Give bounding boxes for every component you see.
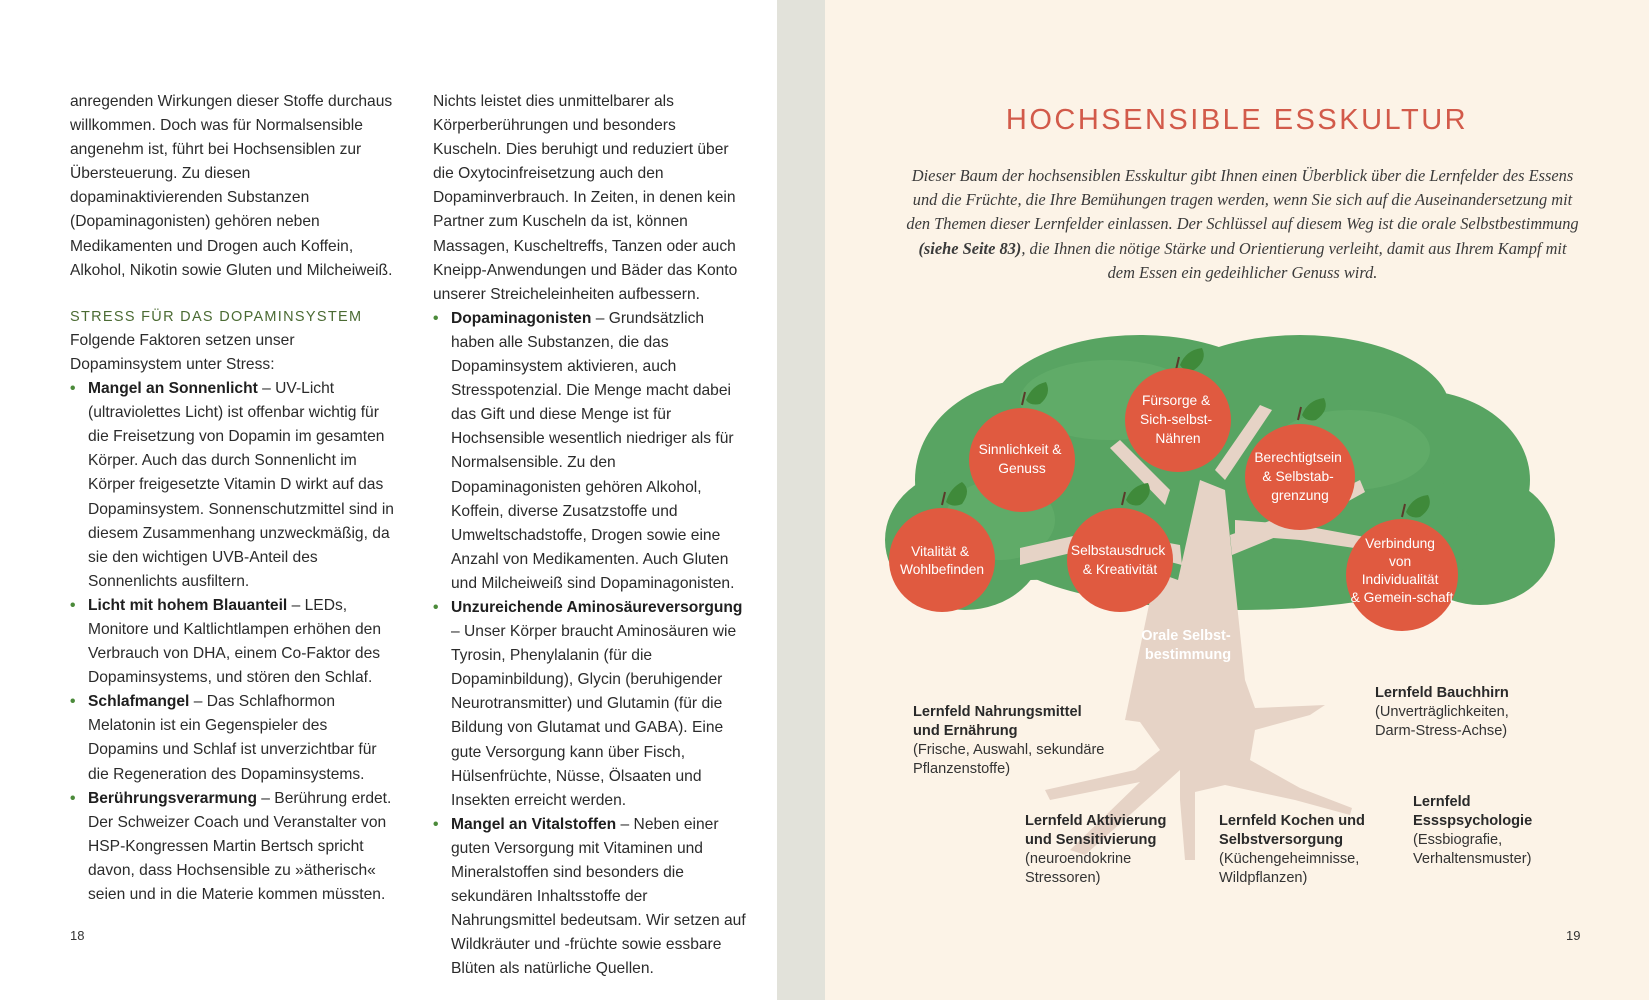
apple-label: Vitalität & Wohlbefinden bbox=[899, 544, 985, 577]
root-label-essspsychologie bbox=[1413, 793, 1548, 869]
apple-label: Verbindung von Individualität & Gemein-schaft bbox=[1350, 536, 1454, 605]
root-label-nahrungsmittel bbox=[913, 703, 1113, 779]
item-term: Mangel an Sonnenlicht bbox=[88, 380, 258, 398]
list-item bbox=[433, 813, 748, 982]
root-title: Essspsychologie bbox=[1413, 813, 1533, 829]
root-title: Lernfeld bbox=[1413, 794, 1471, 810]
list-item bbox=[70, 787, 400, 907]
root-title: und Ernährung bbox=[913, 723, 1018, 739]
item-term: Berührungsverarmung bbox=[88, 789, 257, 807]
trunk-label: Orale Selbst- bestimmung bbox=[1141, 628, 1232, 663]
root-description: (Essbiografie, Verhaltensmuster) bbox=[1413, 832, 1532, 867]
item-text: – UV-Licht (ultraviolettes Licht) ist offenbar wichtig für die Freisetzung von Dopamin im gesamten Körper. Auch das durch Sonnenlicht im Körper freigesetzte Vitamin D wirkt auf das Dopaminsystem. Sonnenschutzmittel sind in diesem Zusammenhang unzweckmäßig, da sie den wichtigen UVB-Anteil des Sonnenlichts ausfiltern. bbox=[88, 380, 394, 590]
list-item bbox=[433, 307, 748, 596]
item-text: – LEDs, Monitore und Kaltlichtlampen erhöhen den Verbrauch von DHA, einem Co-Faktor des Dopaminsystems, und stören den Schlaf. bbox=[88, 596, 382, 687]
intro-paragraph bbox=[905, 164, 1580, 285]
intro-text-1: Dieser Baum der hochsensiblen Esskultur gibt Ihnen einen Überblick über die Lernfelder des Essens und die Früchte, die Ihre Bemühungen tragen werden, wenn Sie sich auf die Auseinandersetzung mit den Themen dieser Lernfelder einlassen. Der Schlüssel auf diesem Weg ist die orale Selbstbestimmung bbox=[906, 166, 1579, 234]
item-text: – Berührung erdet. Der Schweizer Coach und Veranstalter von HSP-Kongressen Martin Bertsch spricht davon, dass Hochsensible zu »ätherisch« seien und in die Materie kommen müssten. bbox=[88, 789, 392, 903]
list-item bbox=[433, 596, 748, 813]
root-title: Lernfeld Bauchhirn bbox=[1375, 685, 1509, 701]
root-title: Lernfeld Aktivierung bbox=[1025, 813, 1167, 829]
col2-intro: Nichts leistet dies unmittelbarer als Körperberührungen und besonders Kuscheln. Dies beruhigt und reduziert über die Oxytocinfreisetzung auch den Dopaminverbrauch. In Zeiten, in denen kein Partner zum Kuscheln da ist, können Massagen, Kuscheltreffs, Tanzen oder auch Kneipp-Anwendungen und Bäder das Konto unserer Streicheleinheiten aufbessern. bbox=[433, 93, 738, 303]
item-text: – Grundsätzlich haben alle Substanzen, die das Dopaminsystem aktivieren, auch Stresspotenzial. Die Menge macht dabei das Gift und diese Menge ist für Hochsensible wesentlich niedriger als für Normalsensible. Zu den Dopaminagonisten gehören Alkohol, Koffein, diverse Zusatzstoffe und Umweltschadstoffe, Drogen sowie eine Anzahl von Medikamenten. Auch Gluten und Milcheiweiß sind Dopaminagonisten. bbox=[451, 309, 735, 592]
page-number-right: 19 bbox=[1566, 928, 1581, 943]
page-number-left: 18 bbox=[70, 928, 85, 943]
intro-reference: (siehe Seite 83) bbox=[918, 238, 1022, 258]
book-gutter bbox=[777, 0, 825, 1000]
root-description: (Küchengeheimnisse, Wildpflanzen) bbox=[1219, 851, 1360, 886]
root-title: Lernfeld Kochen und bbox=[1219, 813, 1365, 829]
apple-label: Fürsorge & Sich-selbst- Nähren bbox=[1140, 393, 1213, 446]
root-label-bauchhirn bbox=[1375, 684, 1535, 741]
item-term: Mangel an Vitalstoffen bbox=[451, 815, 617, 833]
col1-intro: anregenden Wirkungen dieser Stoffe durchaus willkommen. Doch was für Normalsensible angenehm ist, führt bei Hochsensiblen zur Übersteuerung. Zu diesen dopaminaktivierenden Substanzen (Dopaminagonisten) gehören neben Medikamenten und Drogen auch Koffein, Alkohol, Nikotin sowie Gluten und Milcheiweiß. bbox=[70, 93, 393, 279]
root-title: und Sensitivierung bbox=[1025, 832, 1157, 848]
list-item bbox=[70, 377, 400, 594]
root-description: (neuroendokrine Stressoren) bbox=[1025, 851, 1132, 886]
item-term: Schlafmangel bbox=[88, 693, 190, 711]
root-description: (Frische, Auswahl, sekundäre Pflanzenstoffe) bbox=[913, 742, 1105, 777]
col1-lead: Folgende Faktoren setzen unser Dopaminsystem unter Stress: bbox=[70, 331, 295, 373]
apple-label: Selbstausdruck & Kreativität bbox=[1070, 543, 1166, 577]
item-text: – Neben einer guten Versorgung mit Vitaminen und Mineralstoffen sind besonders die sekundären Inhaltsstoffe der Nahrungsmittel bedeutsam. Wir setzen auf Wildkräuter und -früchte sowie essbare Blüten als natürliche Quellen. bbox=[451, 815, 746, 978]
left-column-1 bbox=[70, 90, 400, 907]
tree-diagram bbox=[880, 330, 1580, 870]
root-title: Selbstversorgung bbox=[1219, 832, 1344, 848]
col1-bullet-list bbox=[70, 377, 400, 907]
root-description: (Unverträglichkeiten, Darm-Stress-Achse) bbox=[1375, 704, 1509, 739]
root-label-kochen bbox=[1219, 812, 1384, 888]
item-term: Dopaminagonisten bbox=[451, 309, 592, 327]
apple-label: Sinnlichkeit & Genuss bbox=[978, 442, 1062, 476]
list-item bbox=[70, 594, 400, 690]
item-term: Licht mit hohem Blauanteil bbox=[88, 596, 288, 614]
item-text: – Unser Körper braucht Aminosäuren wie Tyrosin, Phenylalanin (für die Dopaminbildung), Glycin (beruhigender Neurotransmitter) und Glutamin (für die Bildung von Glutamat und GABA). Eine gute Versorgung kann über Fisch, Hülsenfrüchte, Nüsse, Ölsaaten und Insekten erreicht werden. bbox=[451, 623, 737, 809]
page-title: HOCHSENSIBLE ESSKULTUR bbox=[1005, 104, 1469, 136]
root-label-aktivierung bbox=[1025, 812, 1200, 888]
root-title: Lernfeld Nahrungsmittel bbox=[913, 704, 1082, 720]
section-subheading: STRESS FÜR DAS DOPAMINSYSTEM bbox=[70, 308, 363, 325]
item-text: – Das Schlafhormon Melatonin ist ein Gegenspieler des Dopamins und Schlaf ist unverzichtbar für die Regeneration des Dopaminsystems. bbox=[88, 693, 377, 783]
col2-bullet-list bbox=[433, 307, 748, 982]
apple-label: Berechtigtsein & Selbstab- grenzung bbox=[1254, 450, 1342, 503]
left-column-2 bbox=[433, 90, 748, 981]
list-item bbox=[70, 690, 400, 786]
intro-text-2: , die Ihnen die nötige Stärke und Orientierung verleiht, damit aus Ihrem Kampf mit dem Essen ein gedeihlicher Genuss wird. bbox=[1021, 238, 1567, 282]
item-term: Unzureichende Aminosäureversorgung bbox=[451, 598, 743, 616]
